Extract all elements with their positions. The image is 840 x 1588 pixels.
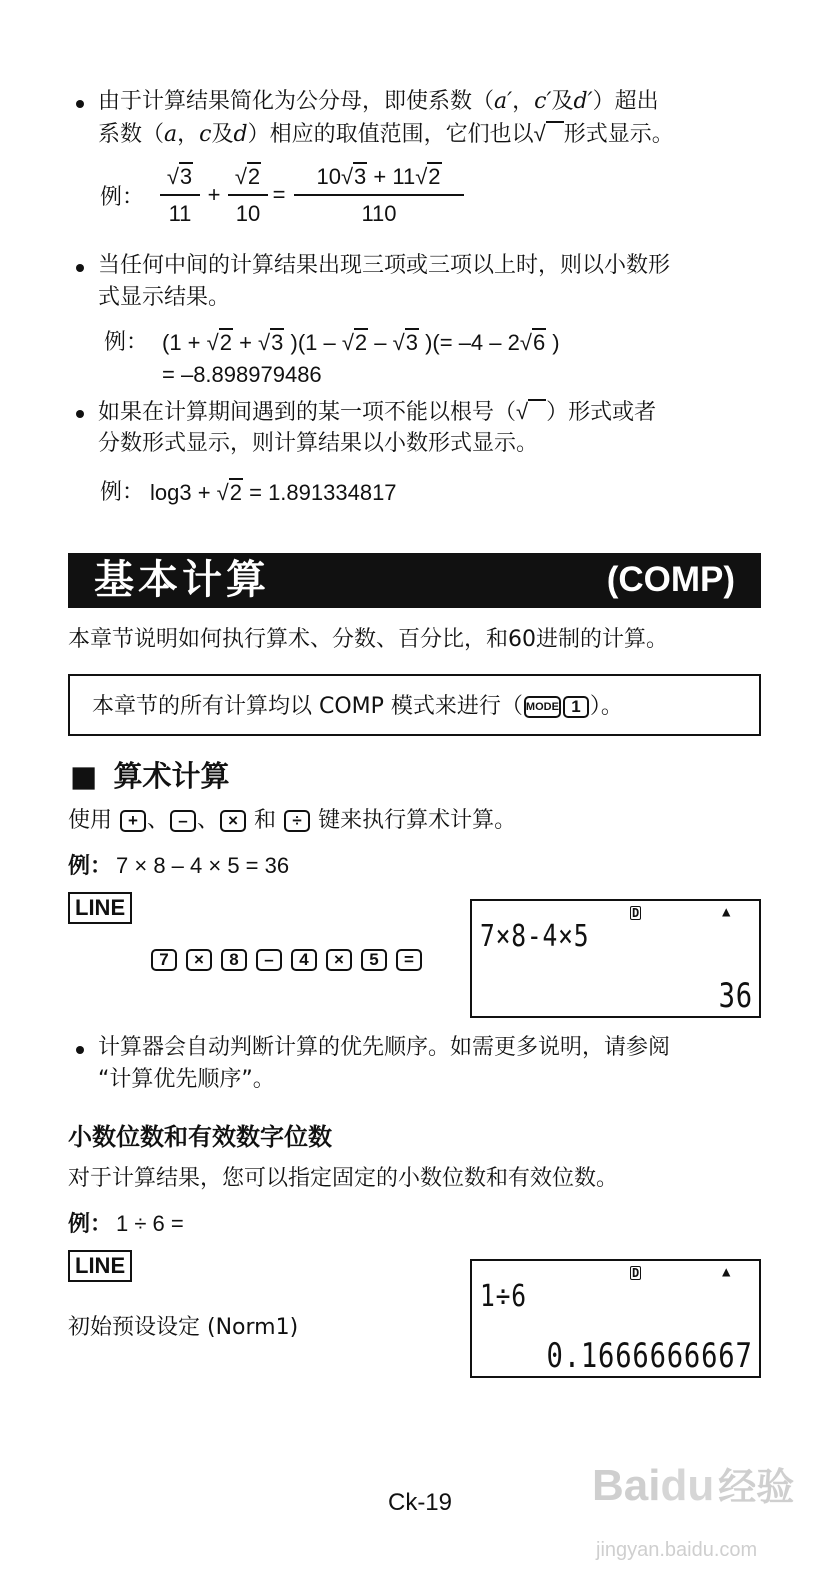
key-sequence	[150, 944, 423, 975]
bullet-dot	[76, 264, 84, 272]
sqrt-symbol-icon: √	[534, 121, 564, 146]
bullet-3-line-2: 分数形式显示，则计算结果以小数形式显示。	[98, 431, 539, 456]
result-bar	[294, 194, 464, 196]
divide-key: ÷	[284, 810, 310, 832]
lcd-result: 36	[718, 976, 753, 1016]
example-label: 例：	[100, 480, 145, 505]
fraction-2-denominator: 10	[235, 201, 261, 226]
line-mode-tag: LINE	[68, 1250, 132, 1282]
page-number: Ck-19	[387, 1489, 453, 1516]
sqrt-symbol-icon: √	[516, 399, 546, 424]
bullet-dot	[76, 1046, 84, 1054]
degree-indicator: D	[632, 906, 640, 920]
lcd-input: 7×8-4×5	[480, 919, 590, 954]
arith-bullet-line-1: 计算器会自动判断计算的优先顺序。如需更多说明，请参阅	[98, 1035, 671, 1060]
key-4: 4	[291, 949, 317, 971]
fraction-1-numerator: √3	[166, 164, 193, 189]
arith-example: 例： 7 × 8 – 4 × 5 = 36	[68, 853, 290, 879]
plus-sign: +	[207, 182, 221, 207]
decimal-example: 例： 1 ÷ 6 =	[68, 1211, 184, 1237]
lcd-result: 0.1666666667	[546, 1336, 753, 1376]
decimal-heading: 小数位数和有效数字位数	[68, 1123, 332, 1151]
section-intro: 本章节说明如何执行算术、分数、百分比，和60进制的计算。	[68, 627, 668, 652]
paw-logo-icon: du	[660, 1461, 715, 1510]
arith-heading: ■ 算术计算	[70, 759, 230, 793]
scroll-up-indicator-icon: ▲	[722, 1264, 731, 1280]
bullet-dot	[76, 410, 84, 418]
fraction-2-bar	[228, 194, 268, 196]
baidu-watermark: Baidu 经验	[592, 1461, 795, 1510]
arith-desc: 使用 + 、 – 、 × 和 ÷ 键来执行算术计算。	[68, 808, 517, 833]
square-marker-icon: ■	[70, 759, 98, 793]
bullet-1-line-2: 系数（a，c及d）相应的取值范围，它们也以√ 形式显示。	[98, 121, 674, 147]
equals-sign: =	[272, 182, 286, 207]
scroll-up-indicator-icon: ▲	[722, 904, 731, 920]
minus-key: –	[170, 810, 196, 832]
example-2-result: = –8.898979486	[162, 362, 322, 387]
fraction-1-bar	[160, 194, 200, 196]
key-5: 5	[361, 949, 387, 971]
multiply-key: ×	[220, 810, 246, 832]
lcd-display	[470, 899, 761, 1018]
key-7: 7	[151, 949, 177, 971]
example-label: 例：	[104, 330, 149, 355]
result-denominator: 110	[361, 201, 397, 226]
section-banner	[68, 553, 761, 608]
example-2-expression: (1 + √2 + √3 )(1 – √2 – √3 )(= –4 – 2√6 )	[162, 330, 560, 355]
bullet-3-line-1: 如果在计算期间遇到的某一项不能以根号（√ ）形式或者	[98, 399, 657, 425]
fraction-1-denominator: 11	[168, 201, 192, 226]
equals-key: =	[396, 949, 422, 971]
fraction-2-numerator: √2	[234, 164, 261, 189]
multiply-key: ×	[186, 949, 212, 971]
bullet-2-line-1: 当任何中间的计算结果出现三项或三项以上时，则以小数形	[98, 253, 671, 278]
lcd-display	[470, 1259, 761, 1378]
result-numerator: 10√3 + 11√2	[316, 164, 441, 189]
watermark-url: jingyan.baidu.com	[596, 1539, 758, 1561]
bullet-1-line-1: 由于计算结果简化为公分母，即使系数（a′，c′及d′）超出	[98, 89, 659, 114]
bullet-2-line-2: 式显示结果。	[98, 285, 231, 310]
multiply-key: ×	[326, 949, 352, 971]
setting-label: 初始预设设定 (Norm1)	[68, 1315, 299, 1340]
line-mode-tag: LINE	[68, 892, 132, 924]
section-title: 基本计算	[94, 557, 270, 603]
note-text: 本章节的所有计算均以 COMP 模式来进行（ MODE 1 ）。	[92, 694, 623, 719]
arith-bullet-line-2: “计算优先顺序”。	[98, 1067, 275, 1092]
plus-key: +	[120, 810, 146, 832]
mode-key: MODE	[524, 696, 561, 718]
key-1: 1	[563, 696, 589, 718]
minus-key: –	[256, 949, 282, 971]
example-label: 例：	[100, 185, 145, 210]
note-box	[68, 674, 761, 736]
degree-indicator: D	[632, 1266, 640, 1280]
section-mode: (COMP)	[606, 560, 735, 599]
decimal-desc: 对于计算结果，您可以指定固定的小数位数和有效位数。	[68, 1166, 619, 1191]
lcd-input: 1÷6	[480, 1279, 527, 1314]
bullet-dot	[76, 100, 84, 108]
key-8: 8	[221, 949, 247, 971]
example-3-expression: log3 + √2 = 1.891334817	[150, 480, 397, 505]
